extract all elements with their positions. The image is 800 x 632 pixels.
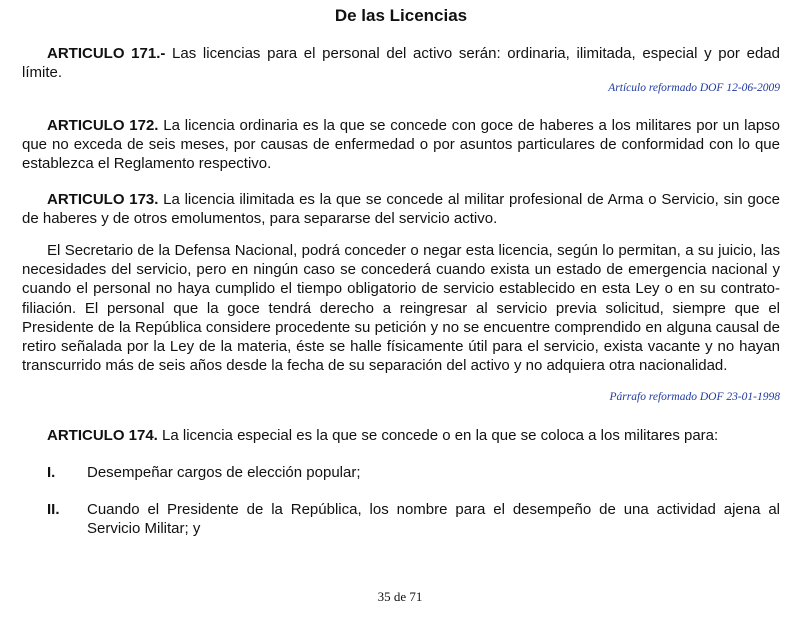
list-item-number: II. xyxy=(47,501,60,518)
article-174 xyxy=(22,426,780,445)
page-number: 35 de 71 xyxy=(377,589,423,604)
article-173 xyxy=(22,190,780,228)
list-item xyxy=(22,463,780,482)
article-text: La licencia especial es la que se concede o en la que se coloca a los militares para: xyxy=(157,427,719,444)
reform-note: Artículo reformado DOF 12-06-2009 xyxy=(608,82,780,94)
list-item xyxy=(22,500,780,538)
article-171 xyxy=(22,44,780,82)
section-title: De las Licencias xyxy=(334,6,468,25)
article-172 xyxy=(22,116,780,174)
article-number: ARTICULO 172. xyxy=(47,117,159,134)
list-item-text: Desempeñar cargos de elección popular; xyxy=(87,464,361,481)
list-item-text: Cuando el Presidente de la República, los nombre para el desempeño de una actividad ajena al Servicio Militar; y xyxy=(87,501,780,538)
article-text: La licencia ilimitada es la que se concede al militar profesional de Arma o Servicio, sin goce de haberes y de otros emolumentos, para separarse del servicio activo. xyxy=(22,191,780,228)
article-number: ARTICULO 174. xyxy=(47,427,158,444)
article-173-paragraph-2: El Secretario de la Defensa Nacional, podrá conceder o negar esta licencia, según lo permitan, a su juicio, las necesidades del servicio, pero en ningún caso se concederá cuando exista un estado de emergencia nacional y cuando el personal no haya cumplido el tiempo obligatorio de servicio establecido en esta Ley o en su contrato-filiación. El personal que la goce tendrá derecho a reingresar al servicio previa solicitud, siempre que el Presidente de la República considere procedente su petición y no se encuentre comprendido en alguna causal de retiro señalada por la Ley de la materia, éste se halle físicamente útil para el servicio, exista vacante y no hayan transcurrido más de seis años desde la fecha de su separación del activo y no adquiera otra nacionalidad. xyxy=(22,242,780,375)
article-number: ARTICULO 173. xyxy=(47,191,159,208)
article-text: La licencia ordinaria es la que se concede con goce de haberes a los militares por un lapso que no exceda de seis meses, por causas de enfermedad o por asuntos particulares de conformidad con lo que establezca el Reglamento respectivo. xyxy=(22,117,781,173)
list-item-number: I. xyxy=(47,464,56,481)
article-number: ARTICULO 171.- xyxy=(47,45,166,62)
article-text: Las licencias para el personal del activo serán: ordinaria, ilimitada, especial y por edad límite. xyxy=(22,45,780,82)
reform-note: Párrafo reformado DOF 23-01-1998 xyxy=(609,391,780,403)
